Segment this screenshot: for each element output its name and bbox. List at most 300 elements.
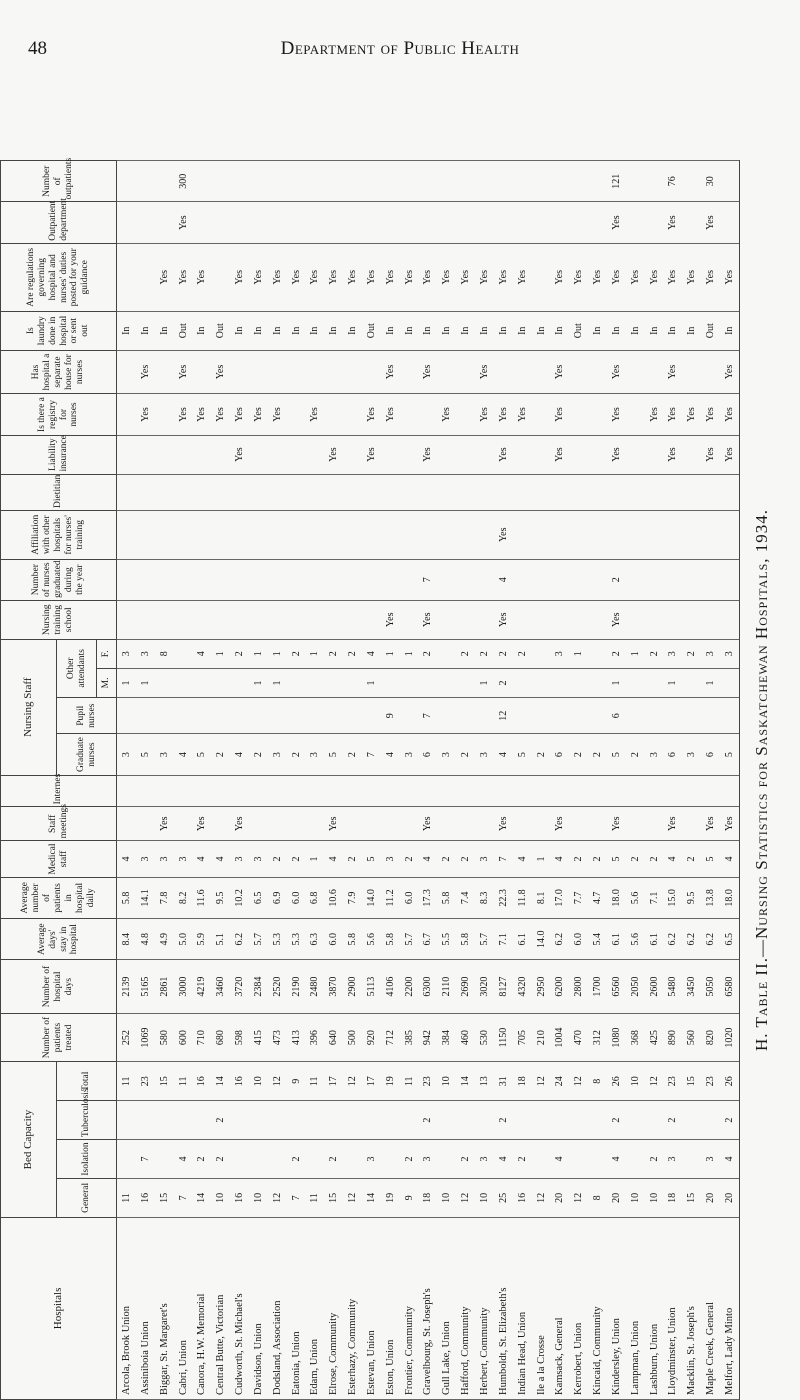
cell-affil [362, 510, 381, 559]
cell-opd: Yes [664, 202, 683, 243]
cell-intern [174, 775, 193, 807]
cell-daily: 8.1 [532, 877, 551, 918]
cell-home: Yes [174, 350, 193, 394]
cell-opn [117, 161, 136, 202]
cell-home [682, 350, 701, 394]
cell-isolation: 2 [513, 1140, 532, 1179]
cell-tb [155, 1101, 174, 1140]
cell-liab: Yes [419, 435, 438, 474]
cell-intern [249, 775, 268, 807]
cell-opn: 30 [701, 161, 720, 202]
cell-name: Kerrobert, Union [569, 1217, 588, 1399]
cell-pupil [569, 698, 588, 734]
cell-avg: 6.0 [569, 919, 588, 960]
cell-laundry: In [287, 311, 306, 350]
cell-liab [268, 435, 287, 474]
table-title: H. Table II.—Nursing Statistics for Saskatchewan Hospitals, 1934. [752, 509, 771, 1051]
cell-af [437, 639, 456, 668]
cell-am: 1 [475, 668, 494, 697]
cell-meet: Yes [324, 807, 343, 841]
cell-staff: 4 [117, 841, 136, 877]
cell-tb [437, 1101, 456, 1140]
cell-pupil [230, 698, 249, 734]
cell-general: 10 [626, 1178, 645, 1217]
cell-laundry: In [682, 311, 701, 350]
cell-home: Yes [664, 350, 683, 394]
cell-regs: Yes [513, 243, 532, 311]
cell-registry: Yes [136, 394, 155, 435]
cell-staff: 2 [437, 841, 456, 877]
header-hospital-days: Number of hospital days [1, 960, 117, 1013]
cell-school [117, 600, 136, 639]
cell-school [437, 600, 456, 639]
cell-regs [532, 243, 551, 311]
cell-school [626, 600, 645, 639]
cell-avg: 5.6 [362, 919, 381, 960]
cell-patients: 210 [532, 1013, 551, 1062]
header-female: F. [97, 639, 117, 668]
cell-avg: 5.8 [456, 919, 475, 960]
cell-grad: 6 [664, 734, 683, 775]
cell-grad: 5 [324, 734, 343, 775]
cell-school [682, 600, 701, 639]
cell-name: Canora, H.W. Memorial [192, 1217, 211, 1399]
cell-opd [475, 202, 494, 243]
cell-tb: 2 [607, 1101, 626, 1140]
cell-staff: 4 [211, 841, 230, 877]
cell-meet [136, 807, 155, 841]
cell-general: 20 [607, 1178, 626, 1217]
cell-meet [626, 807, 645, 841]
cell-staff: 4 [419, 841, 438, 877]
cell-intern [701, 775, 720, 807]
cell-staff: 2 [682, 841, 701, 877]
cell-meet: Yes [419, 807, 438, 841]
cell-isolation [682, 1140, 701, 1179]
cell-graduated [230, 559, 249, 600]
cell-school: Yes [607, 600, 626, 639]
cell-tb [513, 1101, 532, 1140]
cell-registry: Yes [607, 394, 626, 435]
header-num-patients: Number of patients treated [1, 1013, 117, 1062]
cell-laundry: In [513, 311, 532, 350]
cell-opd [268, 202, 287, 243]
cell-tb [305, 1101, 324, 1140]
cell-grad: 3 [117, 734, 136, 775]
cell-general: 18 [664, 1178, 683, 1217]
cell-pupil [720, 698, 739, 734]
cell-home [645, 350, 664, 394]
cell-am [211, 668, 230, 697]
cell-opn [249, 161, 268, 202]
cell-am [513, 668, 532, 697]
cell-grad: 6 [419, 734, 438, 775]
cell-isolation [305, 1140, 324, 1179]
cell-name: Lashburn, Union [645, 1217, 664, 1399]
cell-intern [324, 775, 343, 807]
cell-avg: 14.0 [532, 919, 551, 960]
cell-name: Lampman, Union [626, 1217, 645, 1399]
cell-days: 6200 [550, 960, 569, 1013]
cell-graduated [362, 559, 381, 600]
cell-intern [400, 775, 419, 807]
cell-home [362, 350, 381, 394]
cell-affil [682, 510, 701, 559]
cell-opn [155, 161, 174, 202]
cell-school [192, 600, 211, 639]
cell-days: 2139 [117, 960, 136, 1013]
cell-isolation: 4 [720, 1140, 739, 1179]
cell-tb [174, 1101, 193, 1140]
cell-intern [664, 775, 683, 807]
cell-staff: 4 [513, 841, 532, 877]
table-row [682, 161, 701, 1400]
cell-isolation: 3 [701, 1140, 720, 1179]
cell-home: Yes [550, 350, 569, 394]
cell-staff: 4 [664, 841, 683, 877]
cell-diet [682, 474, 701, 510]
table-row [456, 161, 475, 1400]
cell-patients: 1004 [550, 1013, 569, 1062]
cell-home: Yes [475, 350, 494, 394]
cell-opn [400, 161, 419, 202]
cell-name: Davidson, Union [249, 1217, 268, 1399]
cell-general: 15 [324, 1178, 343, 1217]
cell-liab [475, 435, 494, 474]
cell-registry [155, 394, 174, 435]
header-nursing-staff: Nursing Staff [1, 639, 57, 775]
cell-af [588, 639, 607, 668]
cell-diet [136, 474, 155, 510]
cell-grad: 3 [268, 734, 287, 775]
cell-patients: 252 [117, 1013, 136, 1062]
cell-patients: 415 [249, 1013, 268, 1062]
cell-pupil [305, 698, 324, 734]
cell-days: 5480 [664, 960, 683, 1013]
cell-general: 19 [381, 1178, 400, 1217]
cell-general: 7 [174, 1178, 193, 1217]
cell-diet [249, 474, 268, 510]
cell-graduated [588, 559, 607, 600]
cell-af: 2 [494, 639, 513, 668]
cell-general: 25 [494, 1178, 513, 1217]
cell-intern [720, 775, 739, 807]
cell-school [230, 600, 249, 639]
cell-tb [456, 1101, 475, 1140]
cell-avg: 5.9 [192, 919, 211, 960]
cell-daily: 11.8 [513, 877, 532, 918]
cell-grad: 2 [626, 734, 645, 775]
cell-total: 12 [645, 1062, 664, 1101]
cell-avg: 5.8 [343, 919, 362, 960]
cell-grad: 4 [230, 734, 249, 775]
cell-patients: 1069 [136, 1013, 155, 1062]
table-row [117, 161, 136, 1400]
cell-daily: 14.1 [136, 877, 155, 918]
cell-af: 1 [381, 639, 400, 668]
cell-staff: 1 [532, 841, 551, 877]
cell-intern [117, 775, 136, 807]
cell-meet: Yes [720, 807, 739, 841]
cell-days: 6580 [720, 960, 739, 1013]
table-row [720, 161, 739, 1400]
cell-avg: 5.4 [588, 919, 607, 960]
cell-home [230, 350, 249, 394]
cell-opn [494, 161, 513, 202]
cell-liab [136, 435, 155, 474]
cell-isolation [437, 1140, 456, 1179]
cell-avg: 5.7 [400, 919, 419, 960]
cell-daily: 7.8 [155, 877, 174, 918]
cell-laundry: In [305, 311, 324, 350]
cell-intern [437, 775, 456, 807]
cell-opd [400, 202, 419, 243]
cell-days: 2200 [400, 960, 419, 1013]
cell-graduated [475, 559, 494, 600]
cell-total: 31 [494, 1062, 513, 1101]
cell-pupil: 6 [607, 698, 626, 734]
cell-total: 17 [324, 1062, 343, 1101]
cell-avg: 6.2 [682, 919, 701, 960]
cell-af: 1 [211, 639, 230, 668]
cell-diet [117, 474, 136, 510]
cell-tb [381, 1101, 400, 1140]
cell-school [400, 600, 419, 639]
cell-daily: 8.3 [475, 877, 494, 918]
table-row [211, 161, 230, 1400]
cell-meet [343, 807, 362, 841]
cell-tb: 2 [494, 1101, 513, 1140]
cell-general: 14 [362, 1178, 381, 1217]
table-row [155, 161, 174, 1400]
cell-total: 23 [701, 1062, 720, 1101]
cell-opd [419, 202, 438, 243]
cell-name: Lloydminster, Union [664, 1217, 683, 1399]
cell-patients: 470 [569, 1013, 588, 1062]
cell-total: 16 [192, 1062, 211, 1101]
cell-affil [287, 510, 306, 559]
cell-opd [192, 202, 211, 243]
cell-total: 14 [211, 1062, 230, 1101]
cell-opd [494, 202, 513, 243]
cell-meet [400, 807, 419, 841]
cell-am [532, 668, 551, 697]
cell-meet [268, 807, 287, 841]
cell-isolation [343, 1140, 362, 1179]
cell-opd [305, 202, 324, 243]
cell-total: 12 [268, 1062, 287, 1101]
cell-laundry: In [437, 311, 456, 350]
cell-school [305, 600, 324, 639]
cell-school [155, 600, 174, 639]
cell-patients: 385 [400, 1013, 419, 1062]
cell-avg: 6.5 [720, 919, 739, 960]
cell-grad: 3 [155, 734, 174, 775]
cell-daily: 10.2 [230, 877, 249, 918]
cell-liab [682, 435, 701, 474]
cell-school [136, 600, 155, 639]
cell-regs: Yes [645, 243, 664, 311]
cell-registry [117, 394, 136, 435]
cell-grad: 7 [362, 734, 381, 775]
cell-am [174, 668, 193, 697]
header-outpatients: Number of outpatients [1, 161, 117, 202]
header-total: Total [57, 1062, 117, 1101]
cell-school: Yes [494, 600, 513, 639]
cell-isolation [381, 1140, 400, 1179]
cell-laundry: In [136, 311, 155, 350]
cell-regs: Yes [626, 243, 645, 311]
cell-af: 3 [701, 639, 720, 668]
cell-affil [174, 510, 193, 559]
cell-regs: Yes [456, 243, 475, 311]
cell-avg: 6.7 [419, 919, 438, 960]
header-other-attendants: Other attendants [57, 639, 97, 697]
cell-name: Eston, Union [381, 1217, 400, 1399]
cell-liab: Yes [230, 435, 249, 474]
cell-general: 7 [287, 1178, 306, 1217]
cell-liab [287, 435, 306, 474]
cell-diet [268, 474, 287, 510]
cell-meet [532, 807, 551, 841]
cell-diet [230, 474, 249, 510]
header-bed-capacity: Bed Capacity [1, 1062, 57, 1217]
cell-daily: 22.3 [494, 877, 513, 918]
cell-staff: 2 [626, 841, 645, 877]
cell-grad: 6 [550, 734, 569, 775]
cell-affil [136, 510, 155, 559]
cell-am: 1 [268, 668, 287, 697]
cell-patients: 705 [513, 1013, 532, 1062]
cell-isolation: 7 [136, 1140, 155, 1179]
cell-patients: 640 [324, 1013, 343, 1062]
cell-tb [268, 1101, 287, 1140]
cell-meet: Yes [701, 807, 720, 841]
cell-liab: Yes [550, 435, 569, 474]
cell-total: 8 [588, 1062, 607, 1101]
cell-af: 1 [268, 639, 287, 668]
cell-registry [324, 394, 343, 435]
cell-daily: 11.2 [381, 877, 400, 918]
cell-affil [192, 510, 211, 559]
cell-af: 2 [475, 639, 494, 668]
cell-name: Esterhazy, Community [343, 1217, 362, 1399]
cell-opn [550, 161, 569, 202]
cell-name: Herbert, Community [475, 1217, 494, 1399]
cell-diet [400, 474, 419, 510]
cell-registry: Yes [701, 394, 720, 435]
cell-tb [324, 1101, 343, 1140]
cell-graduated [268, 559, 287, 600]
cell-laundry: In [419, 311, 438, 350]
cell-pupil [117, 698, 136, 734]
cell-name: Kindersley, Union [607, 1217, 626, 1399]
cell-diet [569, 474, 588, 510]
cell-avg: 5.6 [626, 919, 645, 960]
cell-isolation: 4 [174, 1140, 193, 1179]
cell-liab [456, 435, 475, 474]
cell-am: 2 [494, 668, 513, 697]
cell-affil [532, 510, 551, 559]
cell-staff: 2 [287, 841, 306, 877]
cell-days: 2800 [569, 960, 588, 1013]
cell-meet [456, 807, 475, 841]
cell-opn: 76 [664, 161, 683, 202]
cell-days: 8127 [494, 960, 513, 1013]
cell-name: Frontier, Community [400, 1217, 419, 1399]
table-row [192, 161, 211, 1400]
cell-isolation [230, 1140, 249, 1179]
cell-staff: 2 [268, 841, 287, 877]
cell-opn [475, 161, 494, 202]
cell-diet [494, 474, 513, 510]
cell-school: Yes [419, 600, 438, 639]
cell-school [362, 600, 381, 639]
cell-school: Yes [381, 600, 400, 639]
cell-intern [550, 775, 569, 807]
cell-avg: 6.1 [645, 919, 664, 960]
cell-patients: 473 [268, 1013, 287, 1062]
cell-grad: 4 [494, 734, 513, 775]
cell-avg: 5.1 [211, 919, 230, 960]
cell-diet [211, 474, 230, 510]
cell-am [230, 668, 249, 697]
cell-opn [211, 161, 230, 202]
cell-liab: Yes [494, 435, 513, 474]
cell-pupil [343, 698, 362, 734]
cell-home [155, 350, 174, 394]
cell-patients: 560 [682, 1013, 701, 1062]
cell-school [343, 600, 362, 639]
cell-regs: Yes [287, 243, 306, 311]
cell-registry: Yes [249, 394, 268, 435]
cell-avg: 6.2 [230, 919, 249, 960]
cell-avg: 6.2 [550, 919, 569, 960]
cell-grad: 3 [437, 734, 456, 775]
table-row [645, 161, 664, 1400]
cell-isolation [626, 1140, 645, 1179]
cell-days: 3720 [230, 960, 249, 1013]
cell-total: 23 [419, 1062, 438, 1101]
cell-opd [136, 202, 155, 243]
cell-home [513, 350, 532, 394]
cell-school [701, 600, 720, 639]
cell-patients: 384 [437, 1013, 456, 1062]
cell-school [324, 600, 343, 639]
cell-general: 10 [645, 1178, 664, 1217]
cell-intern [268, 775, 287, 807]
cell-total: 24 [550, 1062, 569, 1101]
cell-avg: 5.3 [268, 919, 287, 960]
cell-af: 3 [720, 639, 739, 668]
cell-regs: Yes [305, 243, 324, 311]
cell-meet [588, 807, 607, 841]
cell-patients: 500 [343, 1013, 362, 1062]
cell-total: 12 [532, 1062, 551, 1101]
cell-opd [343, 202, 362, 243]
cell-general: 20 [701, 1178, 720, 1217]
cell-school [550, 600, 569, 639]
cell-affil [437, 510, 456, 559]
cell-home [268, 350, 287, 394]
cell-name: Indian Head, Union [513, 1217, 532, 1399]
cell-laundry: In [343, 311, 362, 350]
cell-school [287, 600, 306, 639]
page-number: 48 [28, 38, 47, 59]
cell-grad: 2 [287, 734, 306, 775]
cell-pupil [550, 698, 569, 734]
cell-patients: 710 [192, 1013, 211, 1062]
